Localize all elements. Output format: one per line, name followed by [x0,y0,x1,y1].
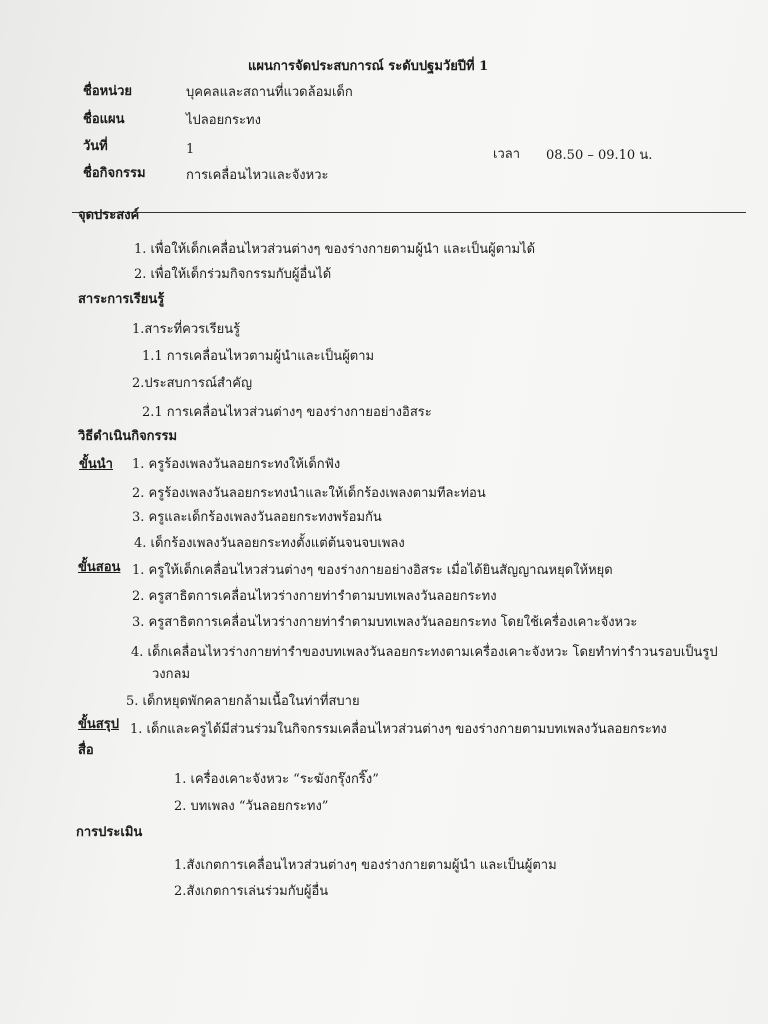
media-item: 2. บทเพลง “วันลอยกระทง” [174,799,329,814]
day-value: 1 [186,142,195,157]
main-stage-label: ขั้นสอน [78,560,121,575]
intro-stage-label: ขั้นนำ [79,457,113,472]
learning-heading: สาระการเรียนรู้ [78,292,165,307]
procedure-item: 2. ครูร้องเพลงวันลอยกระทงนำและให้เด็กร้องเพลงตามทีละท่อน [132,486,486,501]
procedure-heading: วิธีดำเนินกิจกรรม [78,429,178,444]
evaluation-heading: การประเมิน [76,825,143,840]
learning-sub-heading: 2.ประสบการณ์สำคัญ [132,376,253,391]
learning-sub-heading: 1.สาระที่ควรเรียนรู้ [132,322,241,337]
media-item: 1. เครื่องเคาะจังหวะ “ระฆังกรุ๊งกริ๊ง” [174,772,379,787]
procedure-item: 4. เด็กร้องเพลงวันลอยกระทงตั้งแต่ต้นจนจบเพลง [134,536,405,551]
learning-item: 1.1 การเคลื่อนไหวตามผู้นำและเป็นผู้ตาม [142,349,375,364]
media-heading: สื่อ [78,743,94,758]
objective-item: 2. เพื่อให้เด็กร่วมกิจกรรมกับผู้อื่นได้ [134,267,332,282]
summary-stage-label: ขั้นสรุป [78,717,119,732]
plan-value: ไปลอยกระทง [186,113,261,128]
plan-label: ชื่อแผน [83,112,125,127]
unit-value: บุคคลและสถานที่แวดล้อมเด็ก [186,85,353,100]
procedure-item: 2. ครูสาธิตการเคลื่อนไหวร่างกายท่ารำตามบทเพลงวันลอยกระทง [132,589,497,604]
unit-label: ชื่อหน่วย [83,84,133,99]
time-label: เวลา [493,147,521,162]
activity-value: การเคลื่อนไหวและจังหวะ [186,168,329,183]
procedure-item: 4. เด็กเคลื่อนไหวร่างกายท่ารำของบทเพลงวันลอยกระทงตามเครื่องเคาะจังหวะ โดยทำท่ารำวนรอบเป็นรูป [131,645,718,660]
activity-label: ชื่อกิจกรรม [83,166,146,181]
learning-item: 2.1 การเคลื่อนไหวส่วนต่างๆ ของร่างกายอย่างอิสระ [142,405,432,420]
objective-item: 1. เพื่อให้เด็กเคลื่อนไหวส่วนต่างๆ ของร่างกายตามผู้นำ และเป็นผู้ตามได้ [134,242,536,257]
evaluation-item: 1.สังเกตการเคลื่อนไหวส่วนต่างๆ ของร่างกายตามผู้นำ และเป็นผู้ตาม [174,858,557,873]
objectives-heading: จุดประสงค์ [78,208,140,223]
procedure-item: 1. ครูร้องเพลงวันลอยกระทงให้เด็กฟัง [132,457,341,472]
procedure-item: 1. เด็กและครูได้มีส่วนร่วมในกิจกรรมเคลื่อนไหวส่วนต่างๆ ของร่างกายตามบทเพลงวันลอยกระทง [130,722,667,737]
procedure-item-continuation: วงกลม [152,667,191,682]
document-title: แผนการจัดประสบการณ์ ระดับปฐมวัยปีที่ 1 [248,59,489,74]
procedure-item: 1. ครูให้เด็กเคลื่อนไหวส่วนต่างๆ ของร่างกายอย่างอิสระ เมื่อได้ยินสัญญาณหยุดให้หยุด [132,563,613,578]
procedure-item: 3. ครูสาธิตการเคลื่อนไหวร่างกายท่ารำตามบทเพลงวันลอยกระทง โดยใช้เครื่องเคาะจังหวะ [132,615,638,630]
time-value: 08.50 – 09.10 น. [546,148,653,163]
evaluation-item: 2.สังเกตการเล่นร่วมกับผู้อื่น [174,884,329,899]
procedure-item: 3. ครูและเด็กร้องเพลงวันลอยกระทงพร้อมกัน [132,510,382,525]
header-divider [72,212,746,213]
procedure-item: 5. เด็กหยุดพักคลายกล้ามเนื้อในท่าที่สบาย [126,694,360,709]
day-label: วันที่ [83,139,108,154]
